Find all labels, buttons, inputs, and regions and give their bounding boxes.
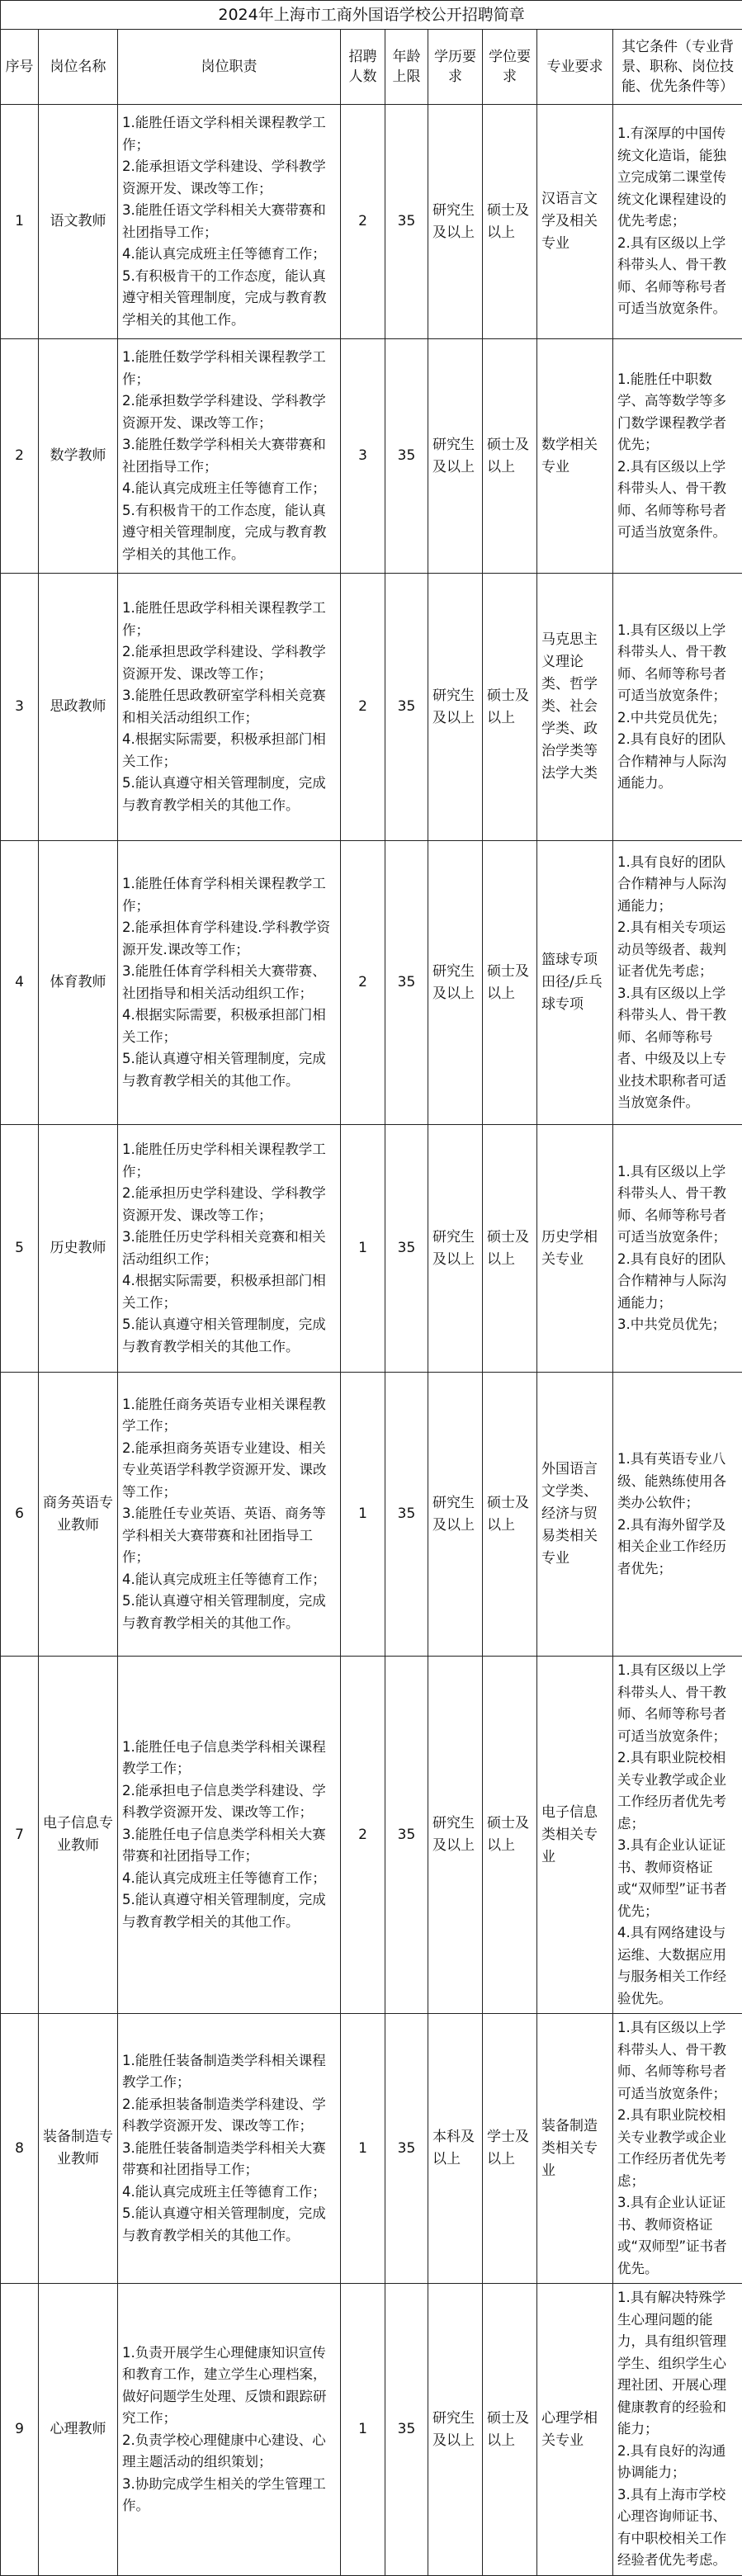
cell-duty-line: 4.能认真完成班主任等德育工作；	[122, 1569, 336, 1591]
cell-duty-line: 4.能认真完成班主任等德育工作；	[122, 1868, 336, 1890]
cell-other-line: 1.具有解决特殊学生心理问题的能力，具有组织管理学生、组织学生心理社团、开展心理健康教育的经验和能力；	[617, 2287, 738, 2441]
cell-other-line: 2.具有职业院校相关专业教学或企业工作经历者优先考虑；	[617, 2105, 738, 2192]
cell-duty-line: 2.能承担语文学科建设、学科教学资源开发、课改等工作；	[122, 156, 336, 200]
cell-age: 35	[385, 841, 428, 1125]
cell-other	[613, 1125, 742, 1373]
cell-duty-line: 1.能胜任思政学科相关课程教学工作；	[122, 598, 336, 641]
cell-other-line: 2.具有区级以上学科带头人、骨干教师、名师等称号者可适当放宽条件。	[617, 456, 738, 544]
cell-age: 35	[385, 1373, 428, 1657]
cell-other-line: 1.具有区级以上学科带头人、骨干教师、名师等称号者可适当放宽条件；	[617, 1161, 738, 1249]
cell-major: 汉语言文学及相关专业	[537, 105, 613, 339]
cell-edu: 研究生及以上	[428, 1125, 483, 1373]
cell-degree: 硕士及以上	[483, 1125, 537, 1373]
cell-duty-line: 2.能承担数学学科建设、学科教学资源开发、课改等工作；	[122, 390, 336, 434]
cell-other-line: 1.具有区级以上学科带头人、骨干教师、名师等称号者可适当放宽条件；	[617, 2017, 738, 2105]
cell-duty-line: 2.能承担思政学科建设、学科教学资源开发、课改等工作；	[122, 641, 336, 685]
cell-major: 数学相关专业	[537, 339, 613, 574]
cell-post: 历史教师	[39, 1125, 118, 1373]
header-age: 年龄上限	[385, 30, 428, 105]
cell-degree: 学士及以上	[483, 2014, 537, 2284]
cell-num: 1	[341, 1373, 385, 1657]
cell-major: 外国语言文学类、经济与贸易类相关专业	[537, 1373, 613, 1657]
header-post: 岗位名称	[39, 30, 118, 105]
cell-duty-line: 5.能认真遵守相关管理制度，完成与教育教学相关的其他工作。	[122, 1889, 336, 1933]
cell-degree: 硕士及以上	[483, 841, 537, 1125]
table-row	[1, 2014, 742, 2284]
cell-other	[613, 841, 742, 1125]
cell-duty	[118, 2284, 341, 2576]
cell-duty-line: 1.能胜任数学学科相关课程教学工作；	[122, 347, 336, 390]
table-row	[1, 1373, 742, 1657]
cell-no: 1	[1, 105, 39, 339]
cell-other-line: 2.具有良好的团队合作精神与人际沟通能力；	[617, 1249, 738, 1315]
cell-duty-line: 4.根据实际需要，积极承担部门相关工作；	[122, 1004, 336, 1048]
cell-post: 商务英语专业教师	[39, 1373, 118, 1657]
cell-major: 马克思主义理论类、哲学类、社会学类、政治学类等法学大类	[537, 574, 613, 841]
cell-no: 6	[1, 1373, 39, 1657]
cell-duty-line: 5.能认真遵守相关管理制度，完成与教育教学相关的其他工作。	[122, 2203, 336, 2247]
cell-age: 35	[385, 2284, 428, 2576]
cell-duty-line: 2.负责学校心理健康中心建设、心理主题活动的组织策划；	[122, 2430, 336, 2474]
cell-other-line: 1.具有良好的团队合作精神与人际沟通能力；	[617, 852, 738, 918]
cell-age: 35	[385, 1657, 428, 2014]
cell-num: 3	[341, 339, 385, 574]
cell-duty-line: 1.负责开展学生心理健康知识宣传和教育工作，建立学生心理档案，做好问题学生处理、反馈和跟踪研究工作；	[122, 2342, 336, 2430]
cell-other-line: 4.具有网络建设与运维、大数据应用与服务相关工作经验优先。	[617, 1922, 738, 2010]
cell-no: 5	[1, 1125, 39, 1373]
cell-duty-line: 5.能认真遵守相关管理制度，完成与教育教学相关的其他工作。	[122, 1314, 336, 1358]
cell-duty	[118, 574, 341, 841]
cell-other-line: 2.具有职业院校相关专业教学或企业工作经历者优先考虑；	[617, 1747, 738, 1835]
cell-edu: 研究生及以上	[428, 1657, 483, 2014]
cell-other-line: 1.具有英语专业八级、能熟练使用各类办公软件；	[617, 1449, 738, 1515]
cell-duty-line: 1.能胜任电子信息类学科相关课程教学工作；	[122, 1737, 336, 1780]
cell-num: 2	[341, 1657, 385, 2014]
cell-edu: 研究生及以上	[428, 2284, 483, 2576]
cell-no: 7	[1, 1657, 39, 2014]
cell-post: 体育教师	[39, 841, 118, 1125]
cell-degree: 硕士及以上	[483, 105, 537, 339]
cell-duty-line: 1.能胜任装备制造类学科相关课程教学工作；	[122, 2050, 336, 2094]
page-title: 2024年上海市工商外国语学校公开招聘简章	[1, 1, 742, 30]
cell-duty	[118, 841, 341, 1125]
cell-major: 历史学相关专业	[537, 1125, 613, 1373]
table-row	[1, 1657, 742, 2014]
cell-degree: 硕士及以上	[483, 1373, 537, 1657]
cell-edu: 研究生及以上	[428, 105, 483, 339]
cell-duty-line: 5.能认真遵守相关管理制度，完成与教育教学相关的其他工作。	[122, 1591, 336, 1634]
cell-duty-line: 2.能承担历史学科建设、学科教学资源开发、课改等工作；	[122, 1183, 336, 1227]
cell-duty-line: 1.能胜任体育学科相关课程教学工作；	[122, 873, 336, 917]
cell-age: 35	[385, 339, 428, 574]
cell-major: 装备制造类相关专业	[537, 2014, 613, 2284]
cell-other-line: 3.具有企业认证证书、教师资格证或“双师型”证书者优先；	[617, 1835, 738, 1922]
cell-post: 数学教师	[39, 339, 118, 574]
header-no: 序号	[1, 30, 39, 105]
cell-no: 4	[1, 841, 39, 1125]
cell-degree: 硕士及以上	[483, 339, 537, 574]
cell-duty-line: 3.能胜任历史学科相关竞赛和相关活动组织工作；	[122, 1227, 336, 1270]
cell-major: 电子信息类相关专业	[537, 1657, 613, 2014]
cell-degree: 硕士及以上	[483, 574, 537, 841]
cell-other	[613, 1657, 742, 2014]
table-row	[1, 1125, 742, 1373]
cell-edu: 研究生及以上	[428, 339, 483, 574]
cell-num: 2	[341, 105, 385, 339]
cell-other-line: 1.具有区级以上学科带头人、骨干教师、名师等称号者可适当放宽条件；	[617, 1660, 738, 1747]
cell-other-line: 1.有深厚的中国传统文化造诣，能独立完成第二课堂传统文化课程建设的优先考虑；	[617, 123, 738, 233]
cell-edu: 本科及以上	[428, 2014, 483, 2284]
cell-other-line: 2.具有良好的团队合作精神与人际沟通能力。	[617, 729, 738, 795]
header-row	[1, 30, 742, 105]
cell-duty	[118, 2014, 341, 2284]
cell-duty-line: 1.能胜任商务英语专业相关课程教学工作；	[122, 1394, 336, 1438]
cell-other	[613, 339, 742, 574]
cell-duty	[118, 1125, 341, 1373]
cell-post: 心理教师	[39, 2284, 118, 2576]
cell-age: 35	[385, 1125, 428, 1373]
table-row	[1, 2284, 742, 2576]
cell-degree: 硕士及以上	[483, 2284, 537, 2576]
cell-other-line: 3.具有上海市学校心理咨询师证书、有中职校相关工作经验者优先考虑。	[617, 2484, 738, 2572]
cell-no: 9	[1, 2284, 39, 2576]
cell-duty-line: 3.能胜任思政教研室学科相关竞赛和相关活动组织工作；	[122, 685, 336, 729]
cell-no: 2	[1, 339, 39, 574]
cell-duty-line: 5.能认真遵守相关管理制度，完成与教育教学相关的其他工作。	[122, 1048, 336, 1092]
cell-post: 电子信息专业教师	[39, 1657, 118, 2014]
cell-duty-line: 2.能承担体育学科建设.学科教学资源开发.课改等工作；	[122, 917, 336, 961]
header-degree: 学位要求	[483, 30, 537, 105]
cell-other-line: 1.能胜任中职数学、高等数学等多门数学课程教学者优先；	[617, 369, 738, 456]
cell-other-line: 2.具有海外留学及相关企业工作经历者优先；	[617, 1515, 738, 1581]
cell-other	[613, 2284, 742, 2576]
header-edu: 学历要求	[428, 30, 483, 105]
cell-age: 35	[385, 105, 428, 339]
cell-num: 1	[341, 2284, 385, 2576]
cell-duty-line: 3.能胜任数学学科相关大赛带赛和社团指导工作；	[122, 434, 336, 478]
header-num: 招聘人数	[341, 30, 385, 105]
cell-other	[613, 105, 742, 339]
cell-duty-line: 4.能认真完成班主任等德育工作；	[122, 243, 336, 266]
cell-duty-line: 5.能认真遵守相关管理制度，完成与教育教学相关的其他工作。	[122, 773, 336, 816]
cell-other-line: 3.中共党员优先；	[617, 1314, 738, 1336]
cell-post: 语文教师	[39, 105, 118, 339]
table-row	[1, 105, 742, 339]
header-other: 其它条件（专业背景、职称、岗位技能、优先条件等）	[613, 30, 742, 105]
cell-major: 篮球专项田径/乒乓球专项	[537, 841, 613, 1125]
cell-other-line: 3.具有企业认证证书、教师资格证或“双师型”证书者优先。	[617, 2192, 738, 2280]
header-major: 专业要求	[537, 30, 613, 105]
cell-num: 1	[341, 2014, 385, 2284]
cell-other-line: 2.具有良好的沟通协调能力；	[617, 2441, 738, 2484]
cell-duty-line: 5.有积极肯干的工作态度，能认真遵守相关管理制度，完成与教育教学相关的其他工作。	[122, 500, 336, 566]
cell-duty-line: 3.能胜任语文学科相关大赛带赛和社团指导工作；	[122, 200, 336, 243]
cell-duty-line: 2.能承担电子信息类学科建设、学科教学资源开发、课改等工作；	[122, 1780, 336, 1824]
cell-duty-line: 3.能胜任电子信息类学科相关大赛带赛和社团指导工作；	[122, 1824, 336, 1868]
cell-num: 1	[341, 1125, 385, 1373]
cell-other	[613, 2014, 742, 2284]
cell-num: 2	[341, 574, 385, 841]
cell-other-line: 1.具有区级以上学科带头人、骨干教师、名师等称号者可适当放宽条件；	[617, 620, 738, 707]
cell-duty-line: 3.能胜任专业英语、英语、商务等学科相关大赛带赛和社团指导工作；	[122, 1503, 336, 1569]
cell-duty-line: 5.有积极肯干的工作态度，能认真遵守相关管理制度，完成与教育教学相关的其他工作。	[122, 266, 336, 332]
cell-post: 思政教师	[39, 574, 118, 841]
table-row	[1, 339, 742, 574]
cell-age: 35	[385, 2014, 428, 2284]
cell-other-line: 2.中共党员优先；	[617, 707, 738, 730]
cell-num: 2	[341, 841, 385, 1125]
cell-duty	[118, 1657, 341, 2014]
cell-duty-line: 3.能胜任体育学科相关大赛带赛、社团指导和相关活动组织工作；	[122, 961, 336, 1004]
cell-duty-line: 1.能胜任历史学科相关课程教学工作；	[122, 1139, 336, 1183]
header-duty: 岗位职责	[118, 30, 341, 105]
cell-other-line: 3.具有区级以上学科带头人、骨干教师、名师等称号者、中级及以上专业技术职称者可适当放宽条件。	[617, 983, 738, 1114]
cell-duty-line: 2.能承担装备制造类学科建设、学科教学资源开发、课改等工作；	[122, 2094, 336, 2138]
table-row	[1, 841, 742, 1125]
cell-major: 心理学相关专业	[537, 2284, 613, 2576]
cell-post: 装备制造专业教师	[39, 2014, 118, 2284]
cell-other-line: 2.具有区级以上学科带头人、骨干教师、名师等称号者可适当放宽条件。	[617, 233, 738, 320]
cell-edu: 研究生及以上	[428, 841, 483, 1125]
cell-duty-line: 1.能胜任语文学科相关课程教学工作；	[122, 112, 336, 156]
cell-duty	[118, 105, 341, 339]
cell-duty-line: 3.协助完成学生相关的学生管理工作。	[122, 2474, 336, 2517]
cell-duty	[118, 1373, 341, 1657]
cell-duty-line: 3.能胜任装备制造类学科相关大赛带赛和社团指导工作；	[122, 2138, 336, 2181]
cell-edu: 研究生及以上	[428, 574, 483, 841]
cell-duty-line: 4.能认真完成班主任等德育工作；	[122, 478, 336, 500]
cell-other	[613, 1373, 742, 1657]
cell-duty	[118, 339, 341, 574]
cell-duty-line: 4.根据实际需要，积极承担部门相关工作；	[122, 729, 336, 773]
cell-degree: 硕士及以上	[483, 1657, 537, 2014]
cell-age: 35	[385, 574, 428, 841]
cell-duty-line: 4.能认真完成班主任等德育工作；	[122, 2181, 336, 2204]
table-row	[1, 574, 742, 841]
cell-duty-line: 4.根据实际需要，积极承担部门相关工作；	[122, 1270, 336, 1314]
cell-no: 3	[1, 574, 39, 841]
cell-no: 8	[1, 2014, 39, 2284]
cell-duty-line: 2.能承担商务英语专业建设、相关专业英语学科教学资源开发、课改等工作；	[122, 1438, 336, 1504]
cell-edu: 研究生及以上	[428, 1373, 483, 1657]
cell-other-line: 2.具有相关专项运动员等级者、裁判证者优先考虑；	[617, 917, 738, 983]
cell-other	[613, 574, 742, 841]
